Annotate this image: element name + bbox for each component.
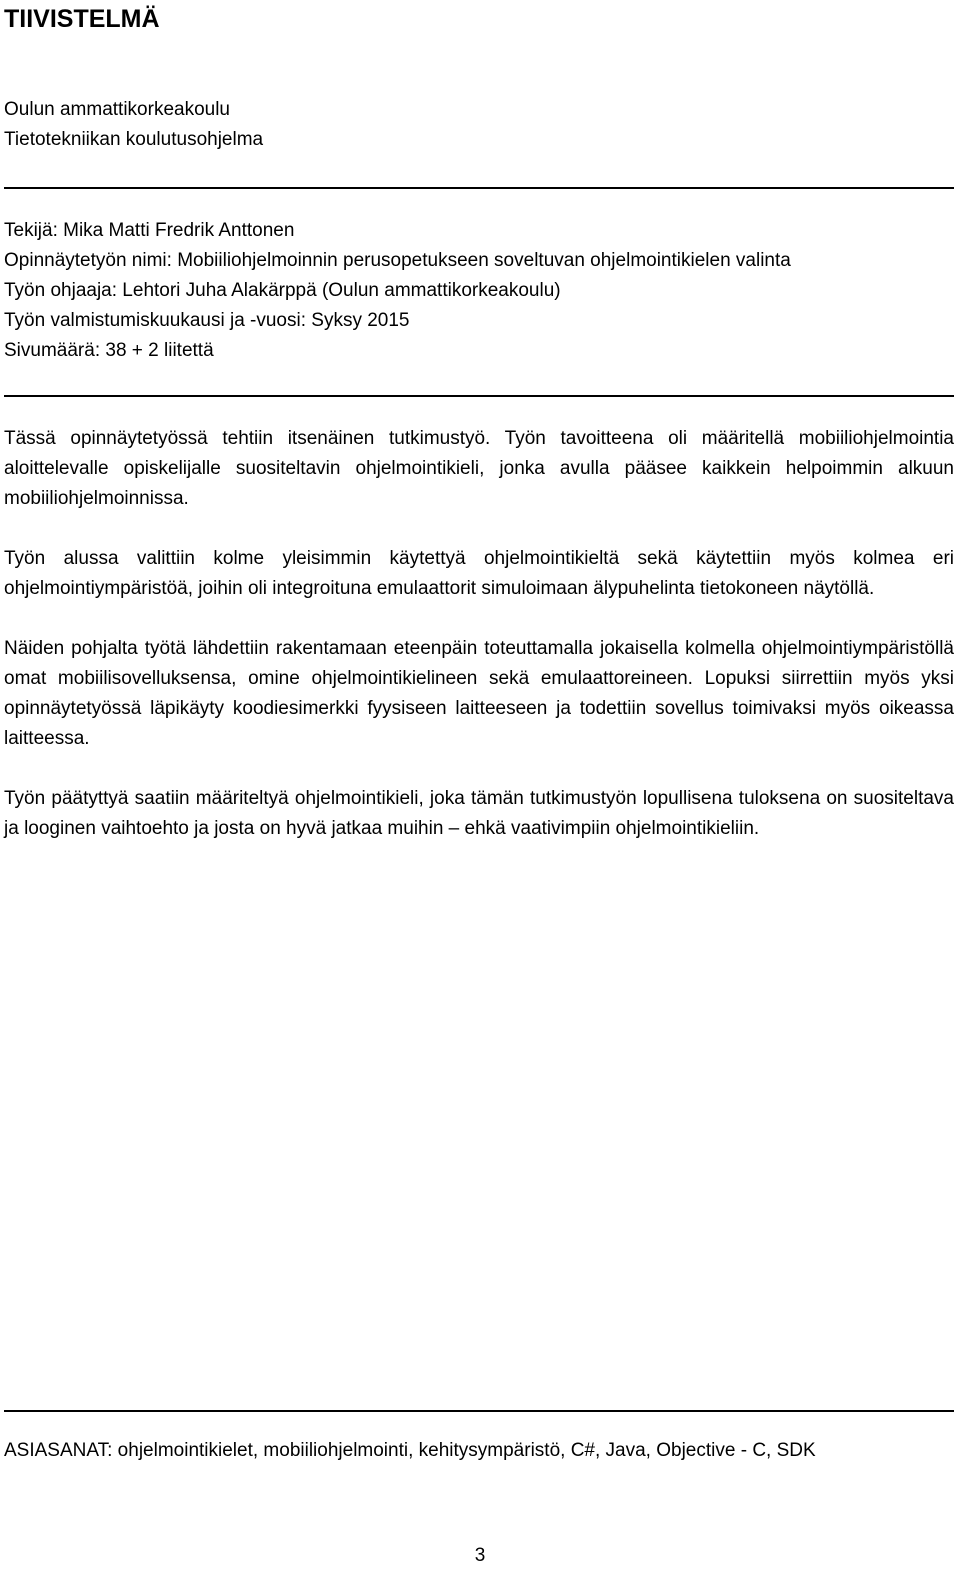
page-count-line: Sivumäärä: 38 + 2 liitettä xyxy=(4,340,214,361)
completion-date-line: Työn valmistumiskuukausi ja -vuosi: Syksy 2015 xyxy=(4,310,410,331)
page-number: 3 xyxy=(474,1545,486,1566)
thesis-title-line: Opinnäytetyön nimi: Mobiiliohjelmoinnin perusopetukseen soveltuvan ohjelmointikielen valinta xyxy=(4,250,791,271)
abstract-paragraph: Työn päätyttyä saatiin määriteltyä ohjelmointikieli, joka tämän tutkimustyön lopullisena tuloksena on suositeltava ja looginen vaihtoehto ja josta on hyvä jatkaa muihin – ehkä vaativimpiin ohjelmointikieliin. xyxy=(4,788,954,839)
divider-middle xyxy=(4,395,954,397)
abstract-body xyxy=(4,424,954,874)
abstract-paragraph: Työn alussa valittiin kolme yleisimmin käytettyä ohjelmointikieltä sekä käytettiin myös kolmea eri ohjelmointiympäristöä, joihin oli integroituna emulaattorit simuloimaan älypuhelinta tietokoneen näytöllä. xyxy=(4,548,954,599)
school-name: Oulun ammattikorkeakoulu xyxy=(4,99,230,120)
supervisor-line: Työn ohjaaja: Lehtori Juha Alakärppä (Oulun ammattikorkeakoulu) xyxy=(4,280,561,301)
thesis-meta xyxy=(4,216,791,366)
abstract-paragraph: Tässä opinnäytetyössä tehtiin itsenäinen tutkimustyö. Työn tavoitteena oli määritellä mobiiliohjelmointia aloittelevalle opiskelijalle suositeltavin ohjelmointikieli, jonka avulla pääsee kaikkein helpoimmin alkuun mobiiliohjelmoinnissa. xyxy=(4,428,954,509)
keywords: ASIASANAT: ohjelmointikielet, mobiiliohjelmointi, kehitysympäristö, C#, Java, Objective - C, SDK xyxy=(4,1440,816,1461)
divider-top xyxy=(4,187,954,189)
author-line: Tekijä: Mika Matti Fredrik Anttonen xyxy=(4,220,295,241)
divider-bottom xyxy=(4,1410,954,1412)
abstract-paragraph: Näiden pohjalta työtä lähdettiin rakentamaan eteenpäin toteuttamalla jokaisella kolmella ohjelmointiympäristöllä omat mobiilisovelluksensa, omine ohjelmointikielineen sekä emulaattoreineen. Lopuksi siirrettiin myös yksi opinnäytetyössä läpikäyty koodiesimerkki fyysiseen laitteeseen ja todettiin sovellus toimivaksi myös oikeassa laitteessa. xyxy=(4,638,954,749)
organization-block xyxy=(4,95,263,155)
program-name: Tietotekniikan koulutusohjelma xyxy=(4,129,264,150)
page-title: TIIVISTELMÄ xyxy=(4,5,160,33)
